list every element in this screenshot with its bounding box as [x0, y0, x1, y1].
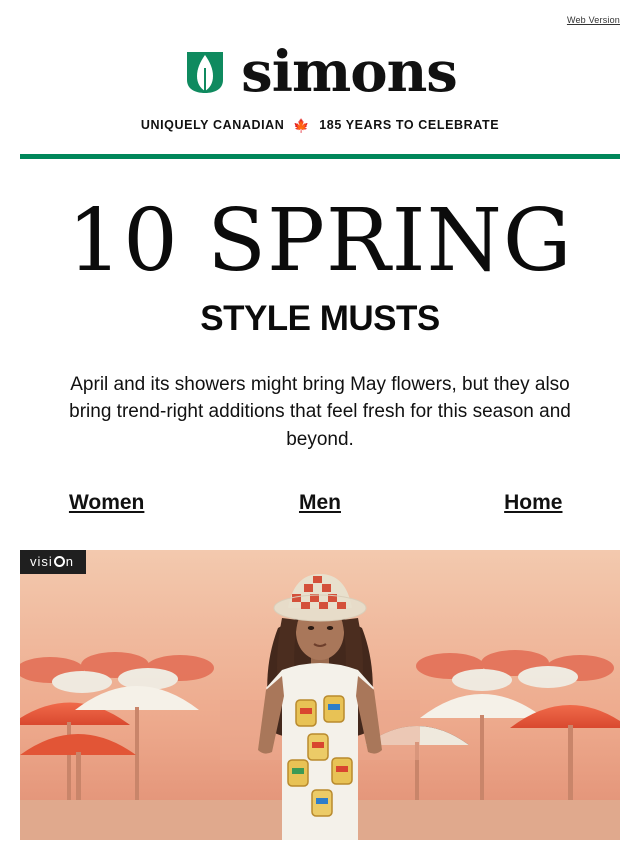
vision-badge-text-before: visi: [30, 554, 53, 570]
nav-cell-home: [427, 491, 640, 515]
headline: 10 SPRING: [67, 191, 573, 291]
web-version-row: [0, 0, 640, 40]
tagline-right-text: 185 YEARS TO CELEBRATE: [319, 118, 500, 132]
nav-cell-men: [213, 491, 426, 515]
green-divider: [20, 154, 620, 159]
tagline-left-text: UNIQUELY CANADIAN: [140, 118, 285, 132]
nav-link-home[interactable]: Home: [504, 491, 563, 515]
nav-link-men[interactable]: Men: [298, 491, 341, 515]
hero-illustration: [20, 550, 620, 840]
brand-logo[interactable]: [0, 39, 640, 105]
hero-image[interactable]: [20, 550, 620, 840]
brand-wordmark: simons: [241, 39, 457, 105]
nav-link-women[interactable]: Women: [68, 491, 145, 515]
vision-brand-badge: [20, 550, 86, 574]
maple-leaf-icon: 🍁: [293, 117, 311, 133]
web-version-link[interactable]: Web Version: [566, 15, 620, 25]
vision-badge-text-after: n: [65, 554, 75, 570]
nav-cell-women: [0, 491, 213, 515]
brand-tagline: [0, 118, 640, 132]
subheadline: STYLE MUSTS: [200, 298, 440, 338]
intro-paragraph: April and its showers might bring May flowers, but they also bring trend-right additions that feel fresh for this season and beyond.: [69, 373, 571, 450]
vision-badge-eye-icon: [54, 556, 65, 567]
category-nav: [0, 491, 640, 515]
simons-leaf-logo-icon: [183, 48, 227, 96]
